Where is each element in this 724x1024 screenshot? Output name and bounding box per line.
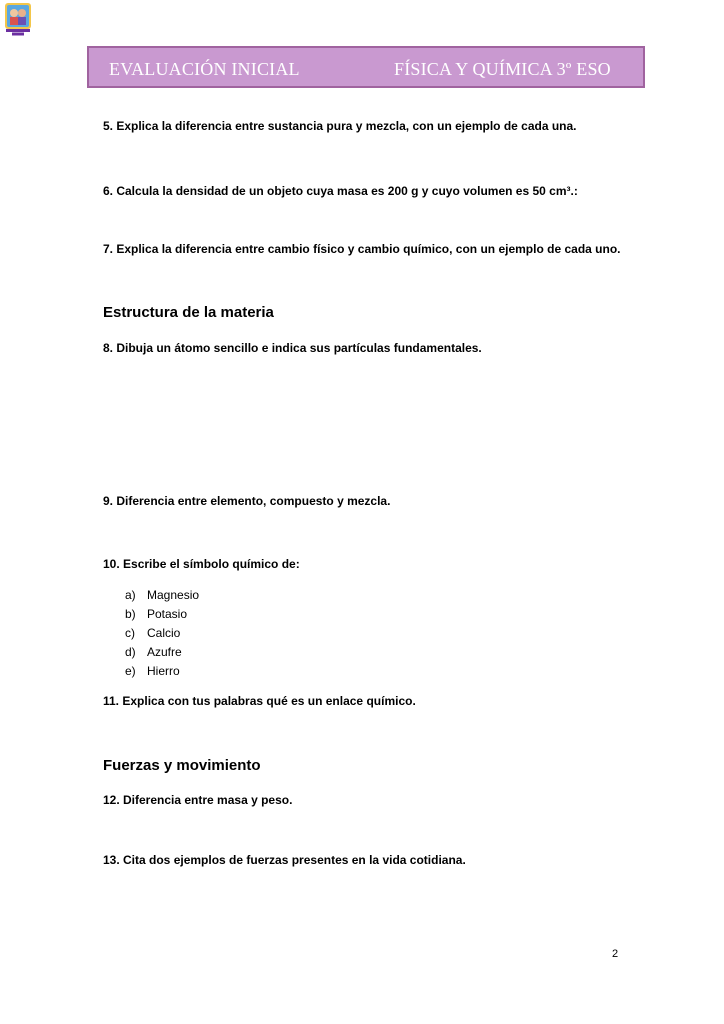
question-9: 9. Diferencia entre elemento, compuesto y mezcla. bbox=[103, 494, 391, 508]
element-list bbox=[125, 586, 199, 681]
question-8: 8. Dibuja un átomo sencillo e indica sus partículas fundamentales. bbox=[103, 341, 482, 355]
list-item bbox=[125, 643, 199, 662]
list-item bbox=[125, 624, 199, 643]
question-6: 6. Calcula la densidad de un objeto cuya masa es 200 g y cuyo volumen es 50 cm³.: bbox=[103, 184, 578, 198]
list-marker: b) bbox=[125, 607, 136, 621]
list-text: Potasio bbox=[147, 607, 188, 621]
section-heading-estructura: Estructura de la materia bbox=[103, 304, 274, 321]
header-title-right: FÍSICA Y QUÍMICA 3º ESO bbox=[394, 59, 611, 79]
question-12: 12. Diferencia entre masa y peso. bbox=[103, 793, 293, 807]
list-text: Magnesio bbox=[147, 588, 200, 602]
header-title-left: EVALUACIÓN INICIAL bbox=[109, 59, 300, 79]
page-number: 2 bbox=[612, 948, 619, 960]
list-marker: a) bbox=[125, 588, 136, 602]
question-5: 5. Explica la diferencia entre sustancia pura y mezcla, con un ejemplo de cada una. bbox=[103, 119, 577, 133]
question-13: 13. Cita dos ejemplos de fuerzas presentes en la vida cotidiana. bbox=[103, 853, 466, 867]
list-marker: d) bbox=[125, 645, 136, 659]
question-7: 7. Explica la diferencia entre cambio físico y cambio químico, con un ejemplo de cada uno. bbox=[103, 242, 621, 256]
section-heading-fuerzas: Fuerzas y movimiento bbox=[103, 757, 261, 774]
list-text: Azufre bbox=[147, 645, 182, 659]
question-10: 10. Escribe el símbolo químico de: bbox=[103, 557, 300, 571]
list-marker: e) bbox=[125, 664, 136, 678]
list-item bbox=[125, 586, 199, 605]
list-item bbox=[125, 662, 199, 681]
list-text: Calcio bbox=[147, 626, 181, 640]
question-11: 11. Explica con tus palabras qué es un enlace químico. bbox=[103, 694, 416, 708]
list-item bbox=[125, 605, 199, 624]
header-banner bbox=[87, 46, 645, 88]
list-marker: c) bbox=[125, 626, 135, 640]
school-logo-icon bbox=[4, 2, 32, 36]
list-text: Hierro bbox=[147, 664, 180, 678]
